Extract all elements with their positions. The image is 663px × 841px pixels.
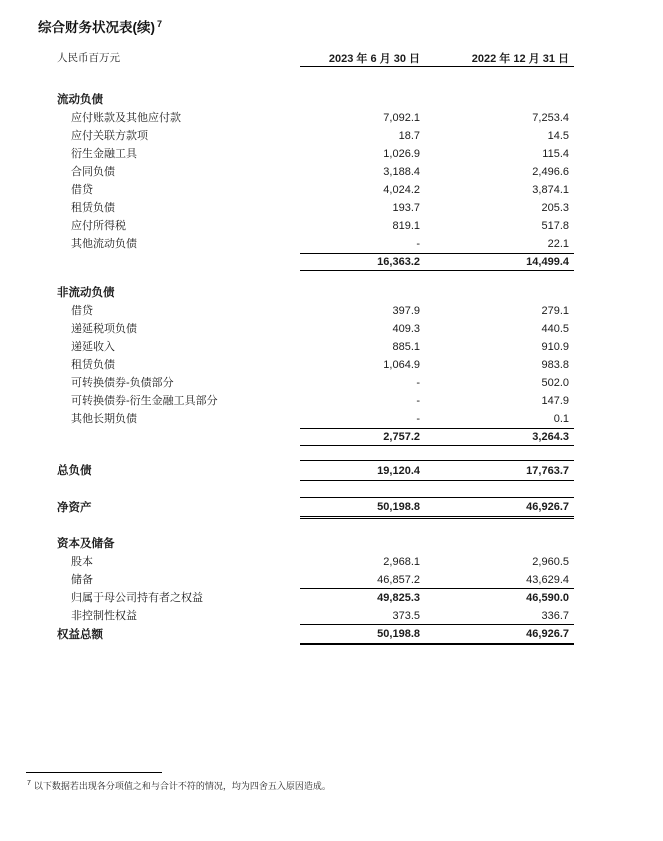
value-2022: 14.5	[547, 130, 569, 142]
table-row	[0, 410, 663, 428]
row-values	[300, 91, 574, 109]
table-row	[0, 428, 663, 446]
value-2022: 2,960.5	[532, 556, 569, 568]
table-row	[0, 356, 663, 374]
table-row	[0, 338, 663, 356]
table-row	[0, 571, 663, 589]
table-row	[0, 535, 663, 553]
table-header-row	[0, 49, 663, 67]
value-2023: 16,363.2	[377, 256, 420, 268]
row-label: 借贷	[71, 184, 93, 196]
value-2022: 43,629.4	[526, 573, 569, 586]
row-values	[300, 625, 574, 645]
row-label: 储备	[71, 574, 93, 586]
value-2022: 46,926.7	[526, 628, 569, 640]
row-label: 合同负债	[71, 166, 115, 178]
value-2023: -	[416, 238, 420, 250]
value-2022: 7,253.4	[532, 112, 569, 124]
value-2022: 115.4	[542, 148, 569, 160]
row-values	[300, 410, 574, 428]
value-2022: 983.8	[541, 359, 569, 371]
row-values	[300, 217, 574, 235]
page-title-text: 综合财务状况表(续)	[38, 20, 155, 35]
row-values	[300, 553, 574, 571]
value-2023: 373.5	[392, 609, 420, 622]
row-values	[300, 320, 574, 338]
table-row	[0, 320, 663, 338]
table-row	[0, 625, 663, 645]
value-2022: 147.9	[541, 395, 569, 407]
value-2023: 50,198.8	[377, 628, 420, 640]
row-values	[300, 571, 574, 589]
row-label: 归属于母公司持有者之权益	[71, 592, 203, 604]
table-row	[0, 199, 663, 217]
row-values	[300, 145, 574, 163]
row-label: 总负债	[57, 464, 92, 477]
row-label: 递延税项负债	[71, 323, 137, 335]
value-2023: 18.7	[398, 130, 420, 142]
value-2023: 19,120.4	[377, 464, 420, 477]
row-label: 资本及储备	[57, 538, 115, 550]
row-values	[300, 253, 574, 271]
table-body	[0, 91, 663, 645]
value-2022: 3,874.1	[532, 184, 569, 196]
value-2023: 49,825.3	[377, 592, 420, 604]
value-2022: 22.1	[547, 238, 569, 250]
row-label: 净资产	[57, 502, 92, 514]
value-2023: 819.1	[392, 220, 420, 232]
value-2023: 46,857.2	[377, 573, 420, 586]
value-2023: -	[416, 413, 420, 425]
table-row	[0, 127, 663, 145]
row-values	[300, 181, 574, 199]
value-2023: 2,968.1	[383, 556, 420, 568]
row-label: 可转换债券-负债部分	[71, 377, 174, 389]
row-values	[300, 428, 574, 446]
row-label: 可转换债券-衍生金融工具部分	[71, 395, 218, 407]
row-values	[300, 374, 574, 392]
page-title	[0, 0, 663, 36]
row-label: 应付账款及其他应付款	[71, 112, 181, 124]
value-2023: 1,064.9	[383, 359, 420, 371]
value-2023: 409.3	[392, 323, 420, 335]
value-2022: 2,496.6	[532, 166, 569, 178]
value-2022: 502.0	[541, 377, 569, 389]
row-label: 非流动负债	[57, 287, 115, 299]
table-row	[0, 91, 663, 109]
row-label: 权益总额	[57, 629, 103, 641]
row-values	[300, 338, 574, 356]
column-headers	[300, 49, 574, 67]
column-header-2023: 2023 年 6 月 30 日	[328, 52, 420, 65]
table-row	[0, 163, 663, 181]
value-2023: 7,092.1	[383, 112, 420, 124]
value-2023: 1,026.9	[383, 148, 420, 160]
row-label: 其他流动负债	[71, 238, 137, 250]
unit-label: 人民币百万元	[57, 52, 120, 64]
row-label: 租赁负债	[71, 359, 115, 371]
row-label: 股本	[71, 556, 93, 568]
table-row	[0, 181, 663, 199]
footnote-text: 以下数据若出现各分项值之和与合计不符的情况，均为四舍五入原因造成。	[33, 781, 331, 791]
value-2023: 50,198.8	[377, 501, 420, 513]
value-2022: 14,499.4	[526, 256, 569, 268]
value-2022: 336.7	[541, 609, 569, 622]
value-2022: 0.1	[553, 413, 569, 425]
row-values	[300, 109, 574, 127]
table-row	[0, 589, 663, 607]
row-values	[300, 356, 574, 374]
value-2022: 440.5	[541, 323, 569, 335]
value-2023: -	[416, 395, 420, 407]
table-row	[0, 607, 663, 625]
table-row	[0, 374, 663, 392]
table-row	[0, 392, 663, 410]
row-values	[300, 460, 574, 481]
row-label: 应付所得税	[71, 220, 126, 232]
row-values	[300, 235, 574, 253]
row-label: 借贷	[71, 305, 93, 317]
footnote	[26, 772, 636, 792]
row-values	[300, 284, 574, 302]
row-label: 递延收入	[71, 341, 115, 353]
row-values	[300, 589, 574, 607]
row-values	[300, 535, 574, 553]
footnote-text-line	[27, 778, 636, 792]
value-2023: 885.1	[392, 341, 420, 353]
row-values	[300, 163, 574, 181]
value-2022: 279.1	[541, 305, 569, 317]
value-2022: 205.3	[541, 202, 569, 214]
row-values	[300, 199, 574, 217]
row-label: 应付关联方款项	[71, 130, 148, 142]
row-label: 非控制性权益	[71, 610, 137, 622]
row-label: 租赁负债	[71, 202, 115, 214]
value-2022: 17,763.7	[526, 464, 569, 477]
row-label: 衍生金融工具	[71, 148, 137, 160]
value-2023: 3,188.4	[383, 166, 420, 178]
row-values	[300, 302, 574, 320]
table-row	[0, 109, 663, 127]
footnote-separator-line	[26, 772, 162, 773]
value-2023: 193.7	[392, 202, 420, 214]
row-label: 其他长期负债	[71, 413, 137, 425]
value-2023: -	[416, 377, 420, 389]
value-2023: 397.9	[392, 305, 420, 317]
table-row	[0, 460, 663, 481]
row-label: 流动负债	[57, 94, 103, 106]
table-row	[0, 302, 663, 320]
value-2023: 4,024.2	[383, 184, 420, 196]
table-row	[0, 235, 663, 253]
row-values	[300, 127, 574, 145]
title-footnote-ref: 7	[157, 18, 163, 29]
row-values	[300, 607, 574, 625]
table-row	[0, 497, 663, 519]
table-row	[0, 284, 663, 302]
row-values	[300, 392, 574, 410]
value-2022: 46,926.7	[526, 501, 569, 513]
table-row	[0, 217, 663, 235]
footnote-ref: 7	[27, 780, 31, 787]
table-row	[0, 553, 663, 571]
value-2022: 517.8	[541, 220, 569, 232]
column-header-2022: 2022 年 12 月 31 日	[471, 52, 569, 65]
value-2022: 910.9	[541, 341, 569, 353]
table-row	[0, 253, 663, 271]
table-row	[0, 145, 663, 163]
row-values	[300, 497, 574, 519]
value-2023: 2,757.2	[383, 431, 420, 443]
value-2022: 3,264.3	[532, 431, 569, 443]
value-2022: 46,590.0	[526, 592, 569, 604]
